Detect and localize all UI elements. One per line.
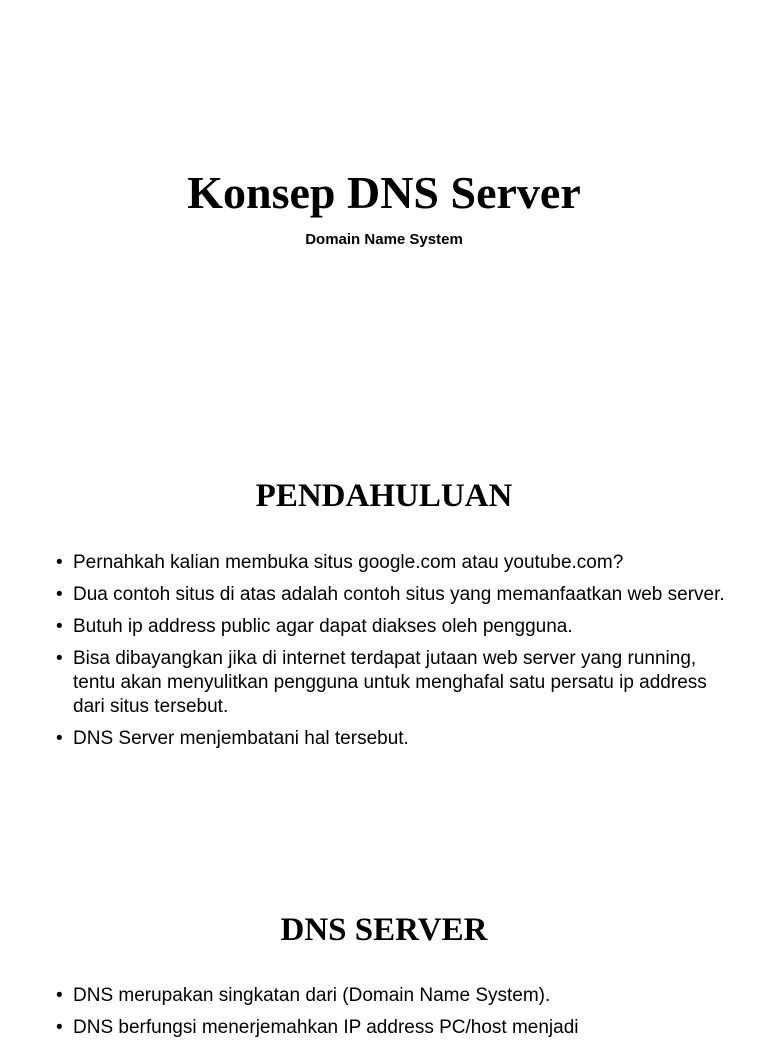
- list-item: [56, 1016, 728, 1040]
- list-item-text: Dua contoh situs di atas adalah contoh situs yang memanfaatkan web server.: [73, 584, 725, 605]
- list-item-text: Pernahkah kalian membuka situs google.com atau youtube.com?: [73, 552, 624, 573]
- slide-subtitle: Domain Name System: [305, 231, 463, 248]
- list-item-text: Butuh ip address public agar dapat diakses oleh pengguna.: [73, 616, 573, 637]
- dns-server-bullet-list: [56, 984, 728, 1048]
- pendahuluan-bullet-list: [56, 551, 728, 759]
- bullet-icon: •: [56, 728, 63, 749]
- bullet-icon: •: [56, 648, 63, 669]
- bullet-icon: •: [56, 552, 63, 573]
- bullet-icon: •: [56, 985, 63, 1006]
- slide-title: Konsep DNS Server: [187, 167, 581, 218]
- list-item: [56, 647, 728, 719]
- bullet-icon: •: [56, 584, 63, 605]
- list-item-text: Bisa dibayangkan jika di internet terdapat jutaan web server yang running, tentu akan menyulitkan pengguna untuk menghafal satu persatu ip address dari situs tersebut.: [73, 648, 707, 717]
- list-item: [56, 615, 728, 639]
- list-item: [56, 583, 728, 607]
- list-item: [56, 551, 728, 575]
- bullet-icon: •: [56, 1017, 63, 1038]
- bullet-icon: •: [56, 616, 63, 637]
- list-item: [56, 727, 728, 751]
- section-title-dns-server: DNS SERVER: [280, 912, 488, 948]
- list-item-text: DNS berfungsi menerjemahkan IP address PC/host menjadi: [73, 1017, 579, 1038]
- list-item: [56, 984, 728, 1008]
- section-title-pendahuluan: PENDAHULUAN: [255, 478, 513, 514]
- list-item-text: DNS merupakan singkatan dari (Domain Name System).: [73, 985, 551, 1006]
- list-item-text: DNS Server menjembatani hal tersebut.: [73, 728, 409, 749]
